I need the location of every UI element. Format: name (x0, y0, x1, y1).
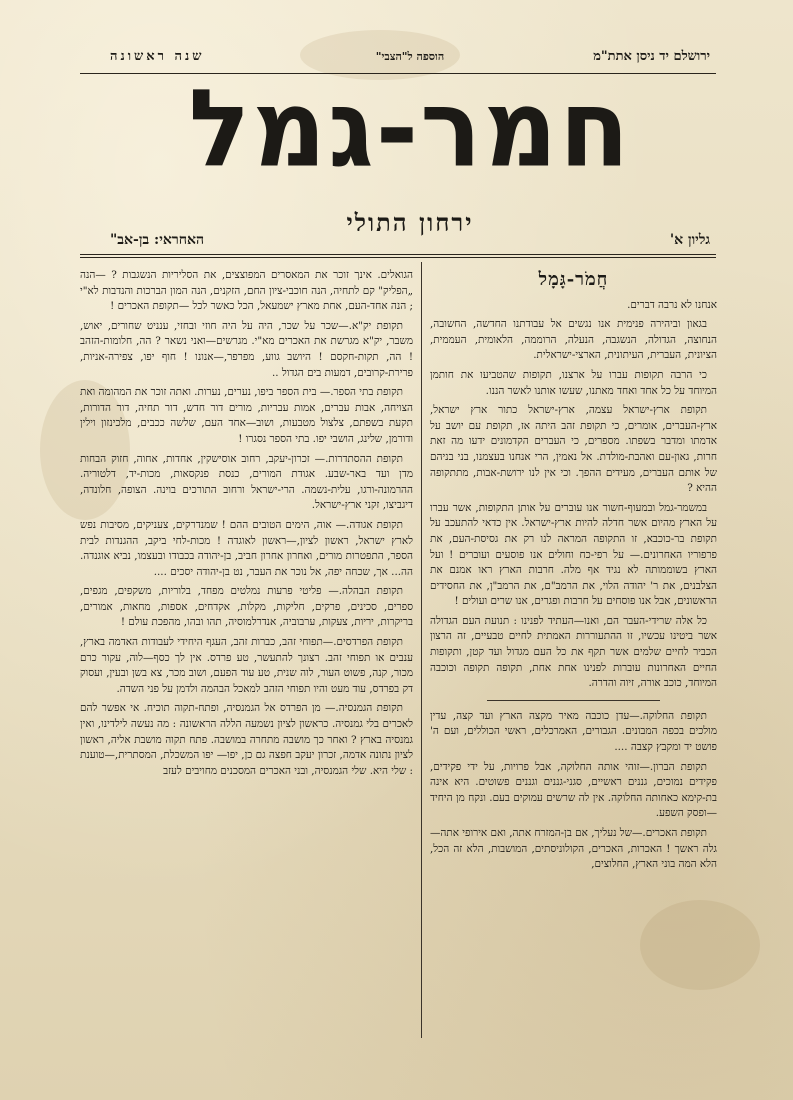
masthead-rule-bottom-thin (80, 257, 716, 258)
article-heading: חֲמֹר-גָּמָל (538, 269, 609, 290)
article-paragraph: בגאון וביהירה פנימית אנו נגשים אל עבודתנו החדשה, החשובה, הנחוצה, הגדולה, הנשגבה, הנעלה, הרוממה, הלאומית, העממית, הציונית, העברית, העיתונית, הארצי-ישראלית. (430, 318, 717, 362)
article-paragraph: תקופת הברון.—זוהי אותה החלוקה, אבל פרויות, על ידי פקידים, פקידים נמוכים, גננים ראשיים, סגני-גננים וגננים פשוטים. היא אינה בת-קימא כאחותה החלוקה. אין לה שרשים עמוקים בעם. ונקח מן היחיד—ופסק השפע. (430, 760, 717, 820)
article-paragraph: תקופת אגודה.— אוה, הימים הטובים ההם ! שמנדרקים, צעניקים, מסיבות נפש לארץ ישראל, ראשון לציון,—ראשון לאוגדה ! מכות-לחי ביקב, ההגנדות לבית הספר, התפטרות מורים, ואחרון אחרון חביב, בן-יהודה בכבודו ובעצמו, נביא אוגנדה. הה... אך, שכחה יפה, אל נוכר את העבר, נט בן-יהודה יסכים .... (80, 518, 413, 578)
article-paragraph: תקופת ארץ-ישראל עצמה, ארץ-ישראל כתור ארץ ישראל, ארץ-העברים, אומרים, כי תקופת זהב היתה אז, תקופת עם יושב על אדמתו ומדבר בשפתו. מספרים, כי העברים הקדמונים ידעו מה זאת חרות, גאון-עם ואהבת-מולדת. אל נאמין, הרי אנחנו בעצמנו, בני בניהם של אותם העברים, מעידים ההפך. וכי אין לנו ירושת-אבות, מתתקופה ההיא ? (430, 404, 717, 495)
article-paragraph: תקופת החלוקה.—עדן כוכבה מאיר מקצה הארץ ועד קצה, עדין מולכים בכפה המבונים. הגבורים, האמרכלים, ראשי הכוללים, ועם ה' פושט יד ומקבץ קצבה .... (430, 709, 717, 754)
article-paragraph: במשמר-גמל ובמעוף-חשור אנו עוברים על אותן התקופות, אשר עברו על הארץ מהיום אשר חדלה להיות ארץ-ישראל. אין כדאי להתעכב על תקופת בר-כוכבא, זו התקופה המראה לנו רק את גסיסת-העם, את פרפוריו האחרונים.— על רפי-כח וחולים אנו פוסעים ועוברים ! ועל הארץ בשוממותה לא נגיד אף מלה. חרבות הארץ ראו אמנם את הצלבנים, את ר' יהודה הלוי, את הרמב"ם, את הרמב"ן, את החסידים הראשונים, אבל אנו פוסחים על חרבות ופגרים, אנו שרים ועולים ! (430, 501, 717, 608)
newspaper-subtitle: ירחון התולי (346, 208, 474, 237)
volume-year: שנה ראשונה (110, 49, 205, 64)
issue-line (110, 232, 710, 254)
article-paragraph: כל אלה שרידי-העבר הם, ואנו—העתיד לפנינו : תנועת העם הגדולה אשר ביטינו עכשיו, זו ההתעוררות האמתית לחיים טבעיים, זה הרצון הכביר לחיים שלמים אשר תקף את כל העם מגדול ועד קטן, ותקופות החיים האחרונות עוברות לפנינו אחת אחת, תקופה תקופה וכוכבה המיוחד, כוכב אורה, זיוה והדרה. (430, 614, 717, 690)
article-paragraph: תקופת האכרים.—של נעליך, אם בן-המזרח אתה, ואם אירופי אתה—גלה ראשך ! האכרות, האכרים, הקולוניסתים, המושבות, הלא זה הכל, הלא המה בוני הארץ, החלוצים, (430, 827, 717, 871)
masthead-rule-bottom (80, 254, 716, 255)
article-paragraph: כי הרבה תקופות עברו על ארצנו, תקופות שהטביעו את חותמן המיוחד על כל אחד ואחד מאתנו, שעשו אותנו לאשר הננו. (430, 368, 717, 397)
column-divider (421, 262, 422, 1038)
issue-number: גליון א' (669, 232, 710, 248)
section-separator (487, 700, 659, 701)
article-paragraph: תקופת הבהלה.— פליטי פרעות נמלטים מפחד, בלוריות, משקפים, מגפים, ספרים, סכינים, פרקים, חליקות, מקלות, אקדחים, אספות, מחאות, אמורים, בריקרות, יריות, צעקות, ערבוביה, אנדרלמוסיה, תהו ובהו, מהפכת עולם ! (80, 585, 413, 629)
supplement-note: הוספה ל"הצבי" (375, 50, 445, 63)
article-paragraph: תקופת הפרדסים.—תפוחי זהב, כברות זהב, העגף היחידי לעבודות האדמה בארץ, ענבים או תפוחי זהב. רצונך להתעשר, טע פרדס. אין לך כסף—לוה, עקור כרם מכור, קנה, פשוט העור, לוה שנית, טע עוד הפעם, ושוב מכר, צא בשן ובעין, ועסוק דק בפרדס, עוד מעט והיו תפוחי הזהב למאכל הבהמה ולדמן על פני השדה. (80, 636, 413, 695)
dateline: ירושלם יד ניסן אתת"מ (593, 49, 710, 64)
article-paragraph: תקופת יק"א.—שכר על שכר, היה על היה חוזי ובחזי, ענניט שחורים, יאוש, משבר, יק"א מגרשת את האכרים מא"י. מגרשים—ואני נשאר ? הה, חלומות-הזהב ! הה, תקות-חקסם ! היושב גווע, מפרפר,—אנונו ! חוף יפו, צפירה-אניות, פרירת-קרובים, דמעות בים הגדול .. (80, 319, 413, 379)
article-paragraph: אנחנו לא נרבה דברים. (627, 298, 717, 311)
right-column (430, 268, 717, 877)
article-paragraph: הגואלים. אינך זוכר את המאסרים המפוצצים, את הסליריות הנשגבות ? —הנה „הפליק" קם לתחיה, הנה חוכבי-ציון החם, הזקנים, הנה המון הברכות והנדבות לא"י ; הנה אחד-העם, אחת מארץ ישמעאל, הכל כאשר לכל —תקופת האכרים ! (80, 269, 413, 313)
newspaper-title: חמר-גמל (188, 67, 632, 192)
article-paragraph: תקופת ההסתדרות.— זכרון-יעקב, רחוב אוסישקין, אחדות, אחוה, חזוק הבחות מדן ועד באר-שבע. אגודת המורים, כנסת פנקסאות, מכות-יד, דלטוריה. ההרמונה-ורגו, עלית-נשמה. הרי-ישראל ורחוב התורכים בוינה. הצופה, חלונדה, דיגביצו, זקני ארץ-ישראל. (80, 452, 413, 512)
article-paragraph: תקופת הגמנסיה.— מן הפרדס אל הגמנסיה, ופתח-תקוה תוכיח. אי אפשר להם לאכרים בלי גמנסיה. כראשון לציון נשמעה הללה הראשונה : מה נעשה לילדינו, ואין גמנסיה בארץ ? ואחר כך מושבה מתחרה במושבה. פתח תקוה מושבת אליה, ראשון לציון נתונה אדמה, זכרון יעקב חפצה גם כן, יפו— יפו המשכלת, המסתרית,—טוענת : שלי היא. שלי הגמנסיה, ובני האכרים המסכנים מחויבים לעזב (80, 702, 413, 777)
left-column (80, 268, 413, 783)
editor-credit: האחראי: בן-אב" (110, 232, 205, 248)
paper-stain (640, 900, 760, 990)
article-paragraph: תקופת בתי הספר.— בית הספר ביפו, נערים, נערות. ואתה זוכר את המהומה ואת הצויחה, אבות עברים, אמות עבריות, מורים דור חדש, דור תחיה, דור הדורות, תקעת בשפתם, צלצול מטבעות, ושוב—אחד העם, שלשה ככבים, מלכינזון וילין ודורמן, שלינג, הושבי יפו. בתי הספר נסגרו ! (79, 386, 413, 445)
